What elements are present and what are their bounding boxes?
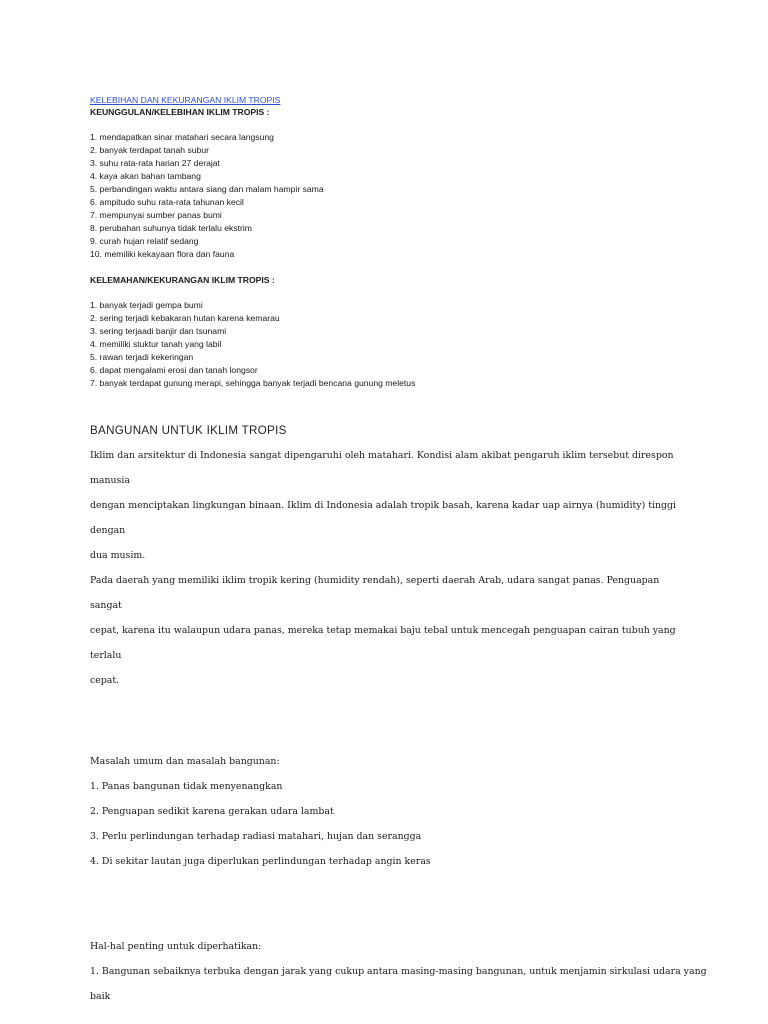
list-item: 2. banyak terdapat tanah subur xyxy=(90,145,209,155)
penting-section xyxy=(90,934,707,1009)
list-item: 4. Di sekitar lautan juga diperlukan perlindungan terhadap angin keras xyxy=(90,856,431,867)
list-item: 1. Bangunan sebaiknya terbuka dengan jarak yang cukup antara masing-masing bangunan, untuk menjamin sirkulasi udara yang xyxy=(90,966,707,977)
list-item: 5. rawan terjadi kekeringan xyxy=(90,352,194,362)
masalah-section xyxy=(90,749,690,874)
list-item: 6. dapat mengalami erosi dan tanah longsor xyxy=(90,365,258,375)
advantages-list xyxy=(90,131,690,261)
list-item: 1. banyak terjadi gempa bumi xyxy=(90,300,203,310)
list-item: 4. memiliki stuktur tanah yang labil xyxy=(90,339,222,349)
list-item: 8. perubahan suhunya tidak terlalu ekstrim xyxy=(90,223,252,233)
paragraph-line: cepat. xyxy=(90,675,120,686)
paragraph-line: dua musim. xyxy=(90,550,146,561)
advantages-heading: KEUNGGULAN/KELEBIHAN IKLIM TROPIS : xyxy=(90,107,270,117)
list-item: 5. perbandingan waktu antara siang dan malam hampir sama xyxy=(90,184,324,194)
list-item: 1. Panas bangunan tidak menyenangkan xyxy=(90,781,283,792)
list-item: 7. banyak terdapat gunung merapi, sehingga banyak terjadi bencana gunung meletus xyxy=(90,378,416,388)
list-item: 2. sering terjadi kebakaran hutan karena kemarau xyxy=(90,313,280,323)
list-item: 4. kaya akan bahan tambang xyxy=(90,171,201,181)
paragraph-line: Pada daerah yang memiliki iklim tropik kering (humidity rendah), seperti daerah Arab, udara sangat panas. Penguapan sangat xyxy=(90,575,660,611)
list-item: 3. Perlu perlindungan terhadap radiasi matahari, hujan dan serangga xyxy=(90,831,422,842)
list-item: 6. ampitudo suhu rata-rata tahunan kecil xyxy=(90,197,244,207)
list-item: 3. sering terjaadi banjir dan tsunami xyxy=(90,326,227,336)
list-item: 7. mempunyai sumber panas bumi xyxy=(90,210,222,220)
disadvantages-list xyxy=(90,299,690,390)
tropical-climate-section xyxy=(90,94,690,390)
subheading: Hal-hal penting untuk diperhatikan: xyxy=(90,941,262,952)
paragraph-line: Iklim dan arsitektur di Indonesia sangat dipengaruhi oleh matahari. Kondisi alam akibat pengaruh iklim tersebut direspon manusia xyxy=(90,450,674,486)
paragraph-line: cepat, karena itu walaupun udara panas, mereka tetap memakai baju tebal untuk mencegah penguapan cairan tubuh yang terlalu xyxy=(90,625,676,661)
article-title-link[interactable]: KELEBIHAN DAN KEKURANGAN IKLIM TROPIS xyxy=(90,95,281,105)
disadvantages-heading: KELEMAHAN/KEKURANGAN IKLIM TROPIS : xyxy=(90,275,275,285)
paragraph-line: dengan menciptakan lingkungan binaan. Iklim di Indonesia adalah tropik basah, karena kadar uap airnya (humidity) tinggi dengan xyxy=(90,500,677,536)
document-page xyxy=(90,94,707,1009)
list-item: 3. suhu rata-rata harian 27 derajat xyxy=(90,158,220,168)
bangunan-body xyxy=(90,443,707,1009)
subheading: Masalah umum dan masalah bangunan: xyxy=(90,756,280,767)
list-item: 9. curah hujan relatif sedang xyxy=(90,236,199,246)
list-item: 10. memiliki kekayaan flora dan fauna xyxy=(90,249,235,259)
section-title: BANGUNAN UNTUK IKLIM TROPIS xyxy=(90,424,287,437)
list-item: 2. Penguapan sedikit karena gerakan udara lambat xyxy=(90,806,334,817)
list-item-continuation: baik xyxy=(90,991,111,1002)
list-item: 1. mendapatkan sinar matahari secara langsung xyxy=(90,132,274,142)
paragraph xyxy=(90,568,690,693)
paragraph xyxy=(90,443,690,568)
